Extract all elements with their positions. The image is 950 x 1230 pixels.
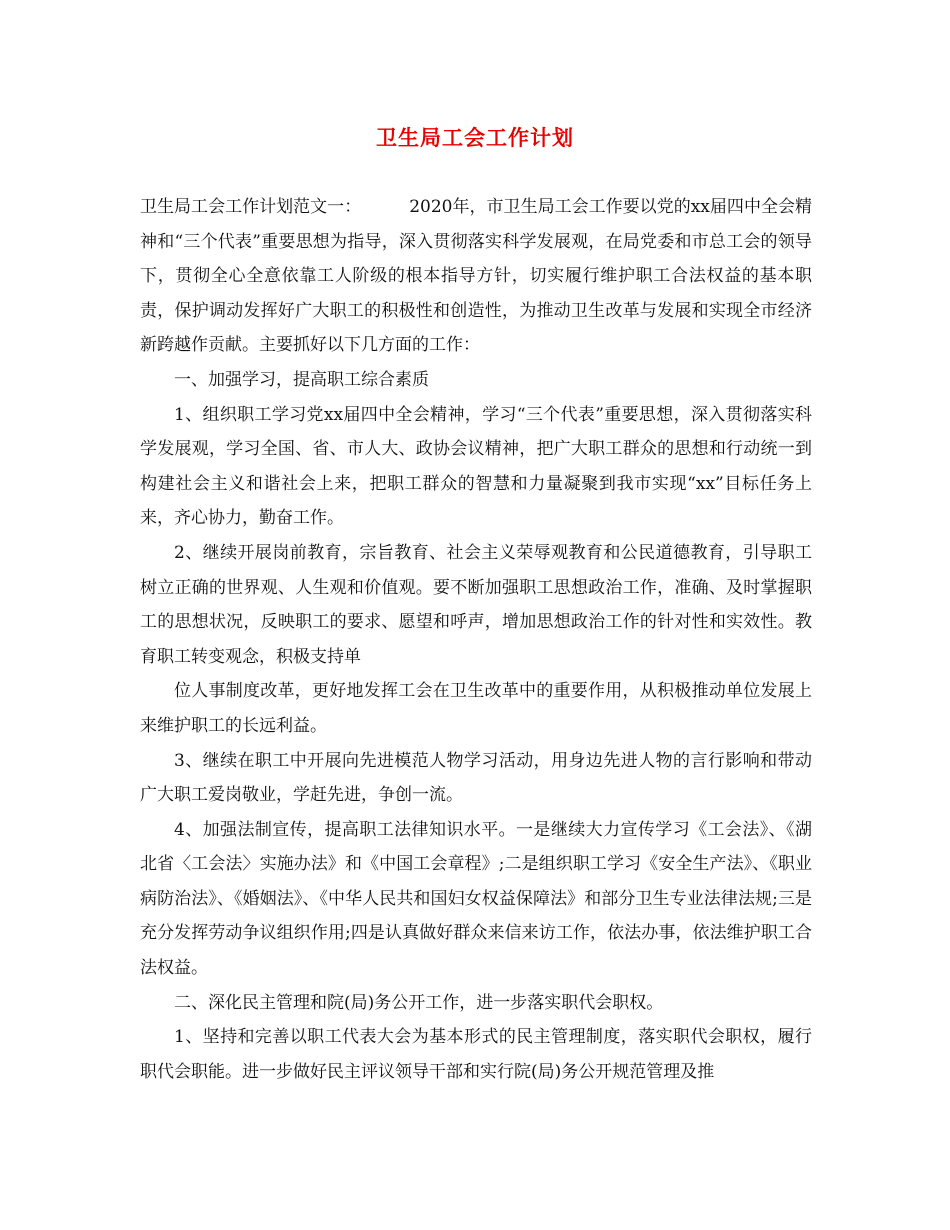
- section-heading-2: 二、深化民主管理和院(局)务公开工作，进一步落实职代会职权。: [174, 992, 664, 1013]
- section-heading-1: 一、加强学习，提高职工综合素质: [174, 369, 429, 390]
- paragraph-2-1: 1、坚持和完善以职工代表大会为基本形式的民主管理制度，落实职代会职权，履行职代会职能。进一步做好民主评议领导干部和实行院(局)务公开规范管理及推: [140, 1027, 812, 1082]
- intro-text: 2020年，市卫生局工会工作要以党的xx届四中全会精神和“三个代表”重要思想为指导，深入贯彻落实科学发展观，在局党委和市总工会的领导下，贯彻全心全意依靠工人阶级的根本指导方针，切实履行维护职工合法权益的基本职责，保护调动发挥好广大职工的积极性和创造性，为推动卫生改革与发展和实现全市经济新跨越作贡献。主要抓好以下几方面的工作：: [140, 197, 812, 356]
- paragraph-1-2: 2、继续开展岗前教育，宗旨教育、社会主义荣辱观教育和公民道德教育，引导职工树立正确的世界观、人生观和价值观。要不断加强职工思想政治工作，准确、及时掌握职工的思想状况，反映职工的要求、愿望和呼声，增加思想政治工作的针对性和实效性。教育职工转变观念，积极支持单: [140, 542, 812, 667]
- intro-paragraph: [140, 190, 812, 363]
- intro-label: 卫生局工会工作计划范文一：: [140, 197, 362, 217]
- document-title: 卫生局工会工作计划: [376, 125, 574, 150]
- paragraph-1-1: 1、组织职工学习党xx届四中全会精神，学习“三个代表”重要思想，深入贯彻落实科学发展观，学习全国、省、市人大、政协会议精神，把广大职工群众的思想和行动统一到构建社会主义和谐社会上来，把职工群众的智慧和力量凝聚到我市实现“xx”目标任务上来，齐心协力，勤奋工作。: [140, 404, 812, 529]
- paragraph-1-3: 3、继续在职工中开展向先进模范人物学习活动，用身边先进人物的言行影响和带动广大职工爱岗敬业，学赶先进，争创一流。: [140, 750, 812, 806]
- paragraph-1-4: 4、加强法制宣传，提高职工法律知识水平。一是继续大力宣传学习《工会法》、《湖北省〈工会法〉实施办法》和《中国工会章程》;二是组织职工学习《安全生产法》、《职业病防治法》、《婚姻法》、《中华人民共和国妇女权益保障法》和部分卫生专业法律法规;三是充分发挥劳动争议组织作用;四是认真做好群众来信来访工作，依法办事，依法维护职工合法权益。: [140, 819, 812, 979]
- document-body: [140, 190, 812, 1089]
- paragraph-1-2-continued: 位人事制度改革，更好地发挥工会在卫生改革中的重要作用，从积极推动单位发展上来维护职工的长远利益。: [140, 681, 812, 736]
